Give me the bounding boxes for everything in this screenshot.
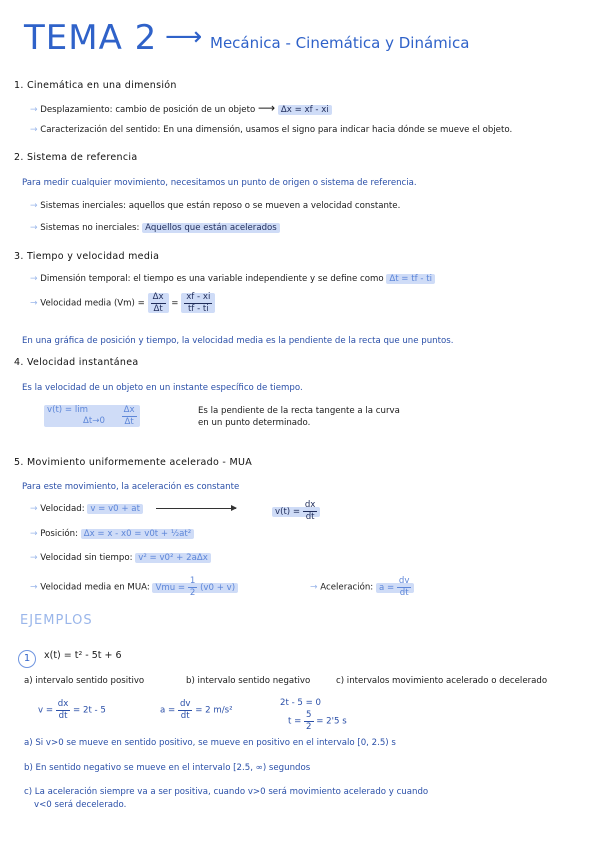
s4-formula-box — [44, 405, 140, 427]
calc-t2-den: 2 — [306, 721, 312, 732]
calc-a-num: dv — [179, 699, 191, 709]
s2-bullet-1 — [30, 201, 400, 211]
calc-a-right: = 2 m/s² — [195, 705, 233, 716]
long-arrow-icon — [156, 508, 236, 509]
section-5-heading: 5. Movimiento uniformemente acelerado - MUA — [14, 457, 253, 468]
s5-b3-label: Velocidad sin tiempo: — [40, 553, 133, 563]
s5-intro: Para este movimiento, la aceleración es constante — [22, 482, 240, 492]
calc-t2-frac — [304, 711, 313, 731]
calc-acceleration — [160, 700, 233, 720]
s3-b2-label: Velocidad media (Vm) = — [40, 298, 145, 309]
s5-b1-right — [272, 501, 320, 521]
s3-note: En una gráfica de posición y tiempo, la velocidad media es la pendiente de la recta que une puntos. — [22, 336, 454, 346]
s2-intro: Para medir cualquier movimiento, necesitamos un punto de origen o sistema de referencia. — [22, 178, 417, 188]
s3-frac-1 — [148, 293, 169, 313]
calc-v-right: = 2t - 5 — [73, 705, 106, 716]
s4-frac-num: Δx — [123, 405, 135, 416]
calc-t2-num: 5 — [306, 710, 312, 720]
s5-b1-label: Velocidad: — [40, 504, 85, 514]
s3-frac-2 — [181, 293, 215, 313]
question-a: a) intervalo sentido positivo — [24, 676, 145, 686]
s2-b2-label: Sistemas no inerciales: — [40, 223, 140, 233]
s3-b1-formula: Δt = tf - ti — [386, 274, 435, 284]
s1-b2-label: Caracterización del sentido: — [40, 125, 161, 135]
example-number-circle: 1 — [18, 650, 36, 668]
s3-equals: = — [171, 298, 179, 309]
s5-b1-frac-den: dt — [305, 511, 315, 522]
s5-b4-right: (v0 + v) — [200, 582, 236, 593]
calc-time-2 — [288, 711, 347, 731]
s5-b1-right-box — [272, 500, 320, 522]
section-2-heading: 2. Sistema de referencia — [14, 152, 138, 163]
s5-b3-formula: v² = v0² + 2aΔx — [135, 553, 211, 563]
s5-bullet-3 — [30, 553, 211, 563]
s3-bullet-1 — [30, 274, 435, 284]
s3-bullet-2 — [30, 293, 215, 313]
s5-bullet-4 — [30, 577, 238, 597]
s5-b1-frac — [303, 501, 318, 521]
s1-b1-label: Desplazamiento: — [40, 105, 113, 115]
s5-b5-label: Aceleración: — [320, 582, 374, 593]
s3-frac2-num: xf - xi — [186, 292, 211, 302]
s5-b5-frac-num: dv — [398, 576, 410, 586]
question-c: c) intervalos movimiento acelerado o decelerado — [336, 676, 548, 686]
s3-frac1-den: Δt — [153, 303, 163, 314]
arrow-bullet-icon: → — [30, 223, 38, 233]
s4-formula-left: v(t) = lim — [47, 405, 88, 415]
s5-b5-left: a = — [378, 582, 395, 593]
s3-b1-label: Dimensión temporal: — [40, 274, 131, 284]
s3-frac2-den: tf - ti — [187, 303, 209, 314]
s2-b2-text: Aquellos que están acelerados — [142, 223, 280, 233]
arrow-bullet-icon: → — [30, 274, 38, 284]
arrow-bullet-icon: → — [30, 201, 38, 211]
s3-frac1-num: Δx — [152, 292, 164, 302]
arrow-bullet-icon: → — [310, 582, 318, 593]
s4-intro: Es la velocidad de un objeto en un instante específico de tiempo. — [22, 383, 303, 393]
s1-b2-text: En una dimensión, usamos el signo para indicar hacia dónde se mueve el objeto. — [163, 125, 513, 135]
section-3-heading: 3. Tiempo y velocidad media — [14, 251, 160, 262]
s4-desc-2: en un punto determinado. — [198, 418, 311, 428]
calc-velocity — [38, 700, 106, 720]
s5-b1-formula: v = v0 + at — [87, 504, 143, 514]
arrow-bullet-icon: → — [30, 298, 38, 309]
arrow-bullet-icon: → — [30, 529, 38, 539]
calc-v-num: dx — [57, 699, 69, 709]
s4-frac-den: Δt — [124, 416, 134, 427]
s4-formula — [44, 405, 140, 427]
s1-b1-text: cambio de posición de un objeto — [115, 105, 256, 115]
example-1-function: x(t) = t² - 5t + 6 — [44, 650, 122, 661]
s5-b5-frac-den: dt — [399, 587, 409, 598]
answer-c-line-2: v<0 será decelerado. — [34, 800, 127, 810]
section-4-heading: 4. Velocidad instantánea — [14, 357, 139, 368]
arrow-bullet-icon: → — [30, 125, 38, 135]
calc-a-left: a = — [160, 705, 176, 716]
s4-desc-1: Es la pendiente de la recta tangente a la curva — [198, 406, 400, 416]
s4-formula-sub: Δt→0 — [83, 416, 105, 427]
arrow-bullet-icon: → — [30, 582, 38, 593]
arrow-bullet-icon: → — [30, 105, 38, 115]
s2-bullet-2 — [30, 223, 280, 233]
s2-b1-label: Sistemas inerciales: — [40, 201, 126, 211]
s5-b5-formula — [376, 576, 414, 598]
calc-v-den: dt — [58, 710, 68, 721]
arrow-right-icon: ⟶ — [257, 101, 276, 115]
answer-a: a) Si v>0 se mueve en sentido positivo, se mueve en positivo en el intervalo [0, 2.5) s — [24, 738, 396, 748]
s5-b2-formula: Δx = x - x0 = v0t + ½at² — [81, 529, 195, 539]
examples-heading: EJEMPLOS — [20, 613, 93, 628]
s5-b4-label: Velocidad media en MUA: — [40, 582, 150, 593]
s1-bullet-2 — [30, 125, 512, 135]
page-subtitle: Mecánica - Cinemática y Dinámica — [210, 34, 470, 52]
s2-b1-text: aquellos que están reposo o se mueven a velocidad constante. — [128, 201, 401, 211]
s1-b1-formula: Δx = xf - xi — [278, 105, 332, 115]
question-b: b) intervalo sentido negativo — [186, 676, 311, 686]
s5-b5-frac — [397, 577, 412, 597]
s5-b4-frac-num: 1 — [189, 576, 196, 586]
s5-b4-frac — [188, 577, 197, 597]
s5-b1-frac-num: dx — [304, 500, 316, 510]
calc-t2-right: = 2'5 s — [316, 716, 347, 727]
calc-a-den: dt — [180, 710, 190, 721]
answer-b: b) En sentido negativo se mueve en el intervalo [2.5, ∞) segundos — [24, 763, 311, 773]
page-title: TEMA 2 — [24, 18, 158, 58]
answer-c-line-1: c) La aceleración siempre va a ser positiva, cuando v>0 será movimiento acelerado y cuando — [24, 787, 429, 797]
s3-b1-text: el tiempo es una variable independiente y se define como — [133, 274, 384, 284]
calc-time-1: 2t - 5 = 0 — [280, 698, 322, 708]
calc-v-frac — [56, 700, 71, 720]
s1-bullet-1 — [30, 101, 332, 115]
s4-limit — [47, 405, 105, 427]
arrow-bullet-icon: → — [30, 504, 38, 514]
s5-bullet-1 — [30, 504, 236, 514]
section-1-heading: 1. Cinemática en una dimensión — [14, 80, 177, 91]
s5-bullet-2 — [30, 529, 194, 539]
calc-a-frac — [178, 700, 193, 720]
s5-b4-left: Vmu = — [155, 582, 186, 593]
s5-b1-right-left: v(t) = — [275, 506, 301, 517]
title-arrow-icon: ⟶ — [165, 22, 203, 52]
arrow-bullet-icon: → — [30, 553, 38, 563]
s4-frac — [122, 406, 137, 426]
calc-t2-left: t = — [288, 716, 302, 727]
s5-bullet-5 — [310, 577, 414, 597]
calc-v-left: v = — [38, 705, 54, 716]
s5-b2-label: Posición: — [40, 529, 78, 539]
example-1-number — [18, 646, 36, 668]
s5-b4-frac-den: 2 — [189, 587, 196, 598]
s5-b4-formula — [152, 576, 238, 598]
